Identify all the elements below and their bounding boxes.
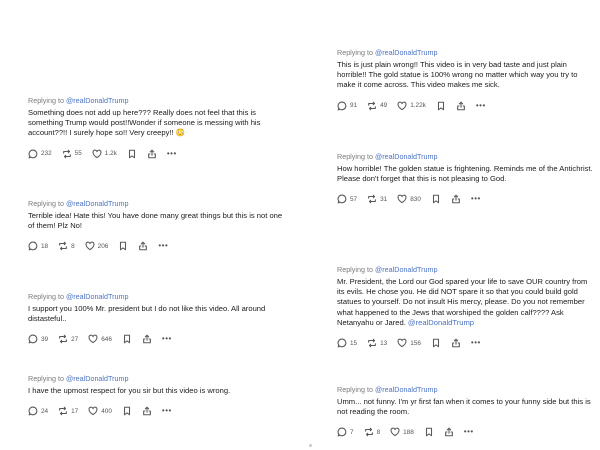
heart-icon <box>397 338 407 348</box>
more-dots-icon: ••• <box>161 334 172 344</box>
reply-text <box>28 108 288 139</box>
heart-icon <box>85 241 95 251</box>
repost-count: 13 <box>380 339 388 347</box>
reply-text-content: Something does not add up here??? Really does not feel that this is something Trump would post!!Wonder if someone is messing with his account??!! I surely hope so!! Very creepy!! 😳 <box>28 108 261 138</box>
bookmark-icon <box>118 241 128 251</box>
repost-arrows-icon <box>367 338 377 348</box>
replying-prefix: Replying to <box>337 48 375 57</box>
action-bar <box>28 334 288 344</box>
reply-text-content: I have the upmost respect for you sir but this video is wrong. <box>28 386 231 395</box>
bookmark-icon <box>122 334 132 344</box>
share-icon <box>444 427 454 437</box>
repost-button[interactable] <box>58 241 75 251</box>
reply-text <box>337 277 595 328</box>
bookmark-icon <box>431 194 441 204</box>
share-icon <box>142 334 152 344</box>
like-button[interactable] <box>85 241 109 251</box>
more-options-button[interactable] <box>167 150 177 158</box>
share-icon <box>456 101 466 111</box>
like-button[interactable] <box>390 427 414 437</box>
replying-handle-link[interactable]: @realDonaldTrump <box>65 374 129 383</box>
reply-button[interactable] <box>337 427 354 437</box>
reply-text-content: Mr. President, the Lord our God spared your life to save OUR country from its evils. He chose you. He did NOT spare it so that you could build gold statues to yourself. Do not insult His mercy, please. Do you not remember what happened to the Jews that worshiped the golden calf???? Ask Netanyahu or Jared. <box>337 277 588 327</box>
speech-bubble-icon <box>337 338 347 348</box>
reply-button[interactable] <box>337 194 357 204</box>
reply-text <box>337 397 595 417</box>
replying-prefix: Replying to <box>28 199 66 208</box>
share-button[interactable] <box>142 334 152 344</box>
action-bar <box>337 338 595 348</box>
bookmark-button[interactable] <box>122 406 132 416</box>
speech-bubble-icon <box>337 194 347 204</box>
replying-to <box>28 292 288 301</box>
like-button[interactable] <box>397 338 421 348</box>
heart-icon <box>88 406 98 416</box>
reply-count: 57 <box>350 195 358 203</box>
action-bar <box>28 241 288 251</box>
share-button[interactable] <box>142 406 152 416</box>
speech-bubble-icon <box>28 149 38 159</box>
mention-link[interactable]: @realDonaldTrump <box>407 317 475 327</box>
reply-button[interactable] <box>337 338 357 348</box>
replying-prefix: Replying to <box>28 374 66 383</box>
reply-text-content: How horrible! The golden statue is frightening. Reminds me of the Antichrist. Please don't forget that this is not pleasing to God. <box>337 164 593 184</box>
share-button[interactable] <box>444 427 454 437</box>
like-count: 400 <box>101 407 112 415</box>
repost-count: 17 <box>71 407 79 415</box>
more-dots-icon: ••• <box>475 100 486 110</box>
more-dots-icon: ••• <box>158 241 169 251</box>
bookmark-icon <box>424 427 434 437</box>
replying-prefix: Replying to <box>337 152 375 161</box>
reply-card[interactable] <box>337 385 595 437</box>
replying-handle-link[interactable]: @realDonaldTrump <box>374 152 438 161</box>
like-count: 830 <box>410 195 421 203</box>
replying-to <box>28 96 288 105</box>
more-options-button[interactable] <box>476 102 486 110</box>
like-count: 646 <box>101 335 112 343</box>
more-options-button[interactable] <box>158 242 168 250</box>
speech-bubble-icon <box>28 241 38 251</box>
replying-to <box>337 265 595 274</box>
replying-handle-link[interactable]: @realDonaldTrump <box>374 265 438 274</box>
more-options-button[interactable] <box>162 407 172 415</box>
action-bar <box>28 406 288 416</box>
action-bar <box>337 427 595 437</box>
bookmark-icon <box>431 338 441 348</box>
reply-card[interactable] <box>337 48 595 111</box>
speech-bubble-icon <box>337 101 347 111</box>
bookmark-button[interactable] <box>436 101 446 111</box>
like-button[interactable] <box>88 406 112 416</box>
repost-count: 49 <box>380 102 388 110</box>
share-icon <box>147 149 157 159</box>
like-count: 206 <box>97 242 109 250</box>
replying-to <box>337 152 595 161</box>
repost-arrows-icon <box>364 427 374 437</box>
like-count: 1.22k <box>410 102 426 110</box>
reply-count: 91 <box>350 102 358 110</box>
reply-button[interactable] <box>337 101 357 111</box>
heart-icon <box>397 101 407 111</box>
heart-icon <box>397 194 407 204</box>
heart-icon <box>390 427 400 437</box>
replying-to <box>28 199 288 208</box>
replying-handle-link[interactable]: @realDonaldTrump <box>65 96 129 105</box>
reply-button[interactable] <box>28 241 48 251</box>
reply-card[interactable] <box>28 374 288 416</box>
like-count: 188 <box>403 428 414 436</box>
action-bar <box>337 101 595 111</box>
replying-handle-link[interactable]: @realDonaldTrump <box>374 48 438 57</box>
reply-text <box>337 164 595 184</box>
reply-card[interactable] <box>337 152 595 204</box>
bookmark-button[interactable] <box>424 427 434 437</box>
action-bar <box>28 149 288 159</box>
speech-bubble-icon <box>28 406 38 416</box>
bookmark-icon <box>127 149 137 159</box>
repost-button[interactable] <box>364 427 381 437</box>
repost-arrows-icon <box>62 149 72 159</box>
repost-count: 27 <box>71 335 79 343</box>
reply-button[interactable] <box>28 406 48 416</box>
reply-count: 15 <box>350 339 358 347</box>
reply-button[interactable] <box>28 149 52 159</box>
heart-icon <box>92 149 102 159</box>
share-button[interactable] <box>451 338 461 348</box>
repost-button[interactable] <box>58 334 78 344</box>
share-icon <box>451 194 461 204</box>
share-icon <box>142 406 152 416</box>
more-dots-icon: ••• <box>161 406 172 416</box>
more-dots-icon: ••• <box>470 194 481 204</box>
more-dots-icon: ••• <box>463 427 474 437</box>
bookmark-button[interactable] <box>431 338 441 348</box>
more-dots-icon: ••• <box>166 148 177 158</box>
divider-dot <box>309 444 312 447</box>
reply-text-content: Terrible idea! Hate this! You have done many great things but this is not one of them! Plz No! <box>28 211 283 231</box>
replying-to <box>337 385 595 394</box>
action-bar <box>337 194 595 204</box>
reply-count: 18 <box>41 242 49 250</box>
repost-count: 31 <box>380 195 388 203</box>
bookmark-button[interactable] <box>127 149 137 159</box>
like-button[interactable] <box>92 149 117 159</box>
reply-text <box>28 386 288 396</box>
reply-text <box>337 60 595 91</box>
like-count: 156 <box>410 339 421 347</box>
repost-button[interactable] <box>367 101 387 111</box>
repost-arrows-icon <box>58 241 68 251</box>
replying-prefix: Replying to <box>28 292 66 301</box>
share-icon <box>451 338 461 348</box>
more-dots-icon: ••• <box>470 338 481 348</box>
repost-arrows-icon <box>367 194 377 204</box>
reply-count: 7 <box>350 428 354 436</box>
like-count: 1.2k <box>104 150 117 158</box>
bookmark-icon <box>436 101 446 111</box>
repost-count: 8 <box>71 242 75 250</box>
more-options-button[interactable] <box>464 428 474 436</box>
share-button[interactable] <box>456 101 466 111</box>
bookmark-button[interactable] <box>431 194 441 204</box>
reply-text <box>28 304 288 324</box>
reply-count: 24 <box>41 407 49 415</box>
reply-card[interactable] <box>28 96 288 159</box>
repost-button[interactable] <box>62 149 82 159</box>
reply-text-content: This is just plain wrong!! This video is in very bad taste and just plain horrible!! The gold statue is 100% wrong no matter which way you try to make it come across. This video makes me sick. <box>337 60 578 90</box>
repost-button[interactable] <box>367 194 387 204</box>
replying-prefix: Replying to <box>337 385 375 394</box>
like-button[interactable] <box>397 194 421 204</box>
reply-card[interactable] <box>28 292 288 344</box>
replying-handle-link[interactable]: @realDonaldTrump <box>65 292 129 301</box>
share-button[interactable] <box>147 149 157 159</box>
reply-button[interactable] <box>28 334 48 344</box>
replying-handle-link[interactable]: @realDonaldTrump <box>374 385 438 394</box>
more-options-button[interactable] <box>162 335 172 343</box>
reply-card[interactable] <box>337 265 595 348</box>
like-button[interactable] <box>88 334 112 344</box>
reply-count: 39 <box>41 335 49 343</box>
repost-button[interactable] <box>58 406 78 416</box>
bookmark-button[interactable] <box>118 241 128 251</box>
replying-handle-link[interactable]: @realDonaldTrump <box>65 199 129 208</box>
replying-prefix: Replying to <box>337 265 375 274</box>
replying-to <box>28 374 288 383</box>
more-options-button[interactable] <box>471 195 481 203</box>
speech-bubble-icon <box>28 334 38 344</box>
reply-card[interactable] <box>28 199 288 251</box>
replying-prefix: Replying to <box>28 96 66 105</box>
bookmark-icon <box>122 406 132 416</box>
replying-to <box>337 48 595 57</box>
bookmark-button[interactable] <box>122 334 132 344</box>
repost-arrows-icon <box>367 101 377 111</box>
like-button[interactable] <box>397 101 426 111</box>
share-button[interactable] <box>138 241 148 251</box>
repost-count: 55 <box>74 150 82 158</box>
share-icon <box>138 241 148 251</box>
more-options-button[interactable] <box>471 339 481 347</box>
repost-arrows-icon <box>58 406 68 416</box>
reply-text-content: Umm... not funny. I'm yr first fan when it comes to your funny side but this is not reading the room. <box>337 397 591 417</box>
reply-text-content: I support you 100% Mr. president but I do not like this video. All around distasteful.. <box>28 304 266 324</box>
repost-arrows-icon <box>58 334 68 344</box>
heart-icon <box>88 334 98 344</box>
reply-count: 232 <box>41 150 52 158</box>
repost-button[interactable] <box>367 338 387 348</box>
share-button[interactable] <box>451 194 461 204</box>
repost-count: 8 <box>376 428 381 436</box>
reply-text <box>28 211 288 231</box>
speech-bubble-icon <box>337 427 347 437</box>
